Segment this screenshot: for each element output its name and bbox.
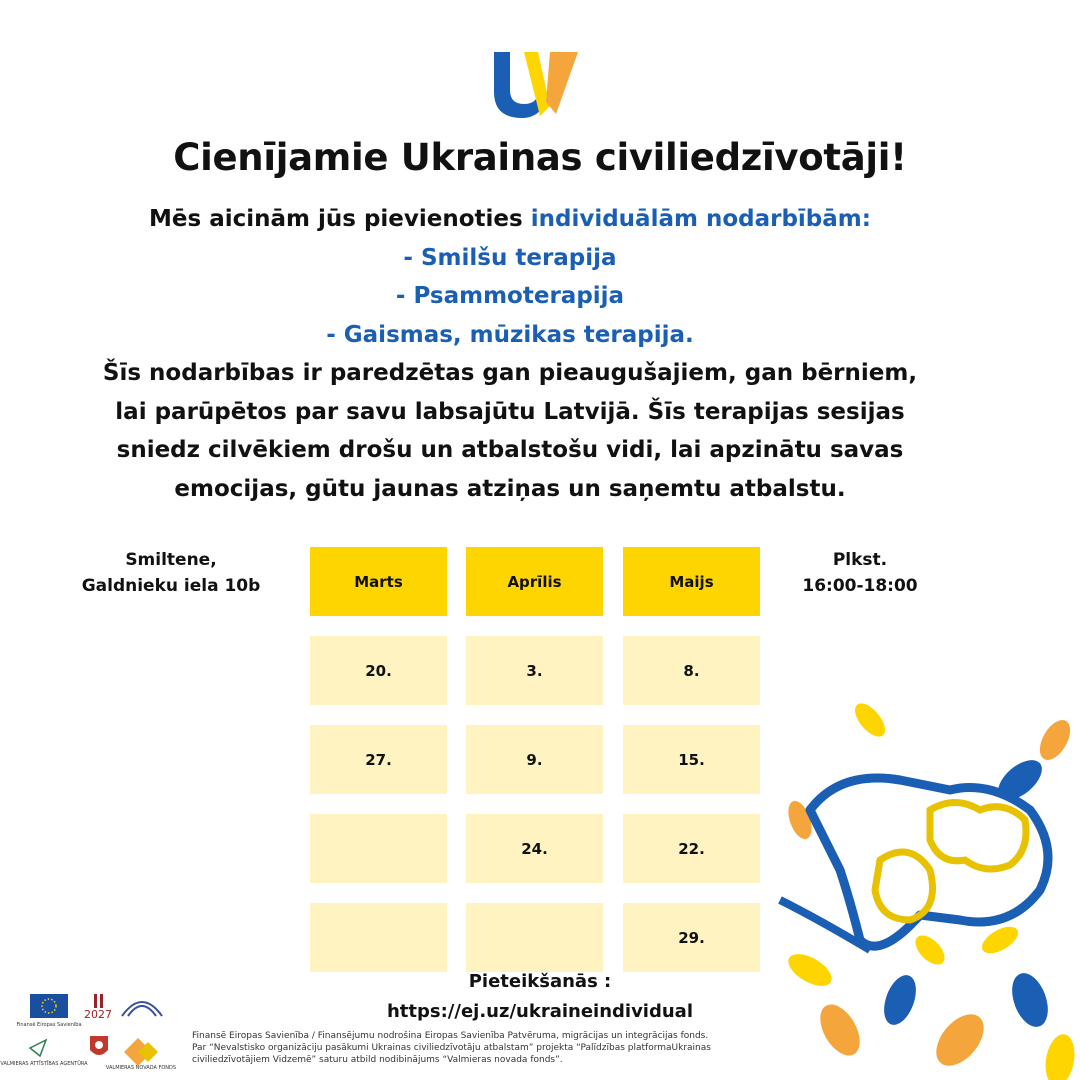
location-city: Smiltene, <box>125 550 217 570</box>
date-cell: 24. <box>466 814 603 883</box>
coat-of-arms-icon <box>90 1036 108 1055</box>
agency-logo-icon <box>0 1040 88 1067</box>
funding-footnote: Finansē Eiropas Savienība / Finansējumu nodrošina Eiropas Savienība Patvēruma, migrācijas un integrācijas fonds. Par “Nevalstisko organizāciju pasākumi Ukrainas civiliedzīvotāju atbalstam” projekta “Palīdzības platformaUkrainas civiliedzīvotājiem Vidzemē” saturu atbild nodibinājums “Valmieras novada fonds”. <box>192 1031 711 1065</box>
time-label: Plkst. <box>832 550 888 570</box>
date-cell <box>310 903 447 972</box>
arch-logo-icon <box>122 1002 162 1016</box>
page-title: Cienījamie Ukrainas civiliedzīvotāji! <box>173 136 907 179</box>
sponsor-logos <box>0 990 177 1071</box>
fund-label: VALMIERAS NOVADA FONDS <box>105 1065 177 1071</box>
signup-label: Pieteikšanās : <box>468 971 612 992</box>
eu-flag-icon <box>16 994 81 1028</box>
invitation-text <box>100 200 920 508</box>
intro-line: Mēs aicinām jūs pievienoties individuālām nodarbībām: <box>149 206 871 232</box>
date-cell: 8. <box>623 636 760 705</box>
date-cell: 20. <box>310 636 447 705</box>
activity-item: - Smilšu terapija <box>403 244 617 271</box>
date-cell: 9. <box>466 725 603 794</box>
month-header-may: Maijs <box>623 547 760 616</box>
intro-highlight: individuālām nodarbībām: <box>530 206 871 232</box>
eu-label: Finansē Eiropas Savienība <box>16 1022 82 1028</box>
date-cell <box>310 814 447 883</box>
month-header-march: Marts <box>310 547 447 616</box>
date-cell <box>466 903 603 972</box>
decorative-handshake-illustration-icon <box>780 700 1080 1080</box>
year-label: 2027 <box>84 1008 112 1021</box>
date-cell: 27. <box>310 725 447 794</box>
location <box>60 547 282 599</box>
signup-block <box>370 967 710 1027</box>
month-header-april: Aprīlis <box>466 547 603 616</box>
signup-link[interactable]: https://ej.uz/ukraineindividual <box>386 1001 693 1022</box>
time-range: 16:00-18:00 <box>802 576 918 596</box>
date-cell: 29. <box>623 903 760 972</box>
description: Šīs nodarbības ir paredzētas gan pieaugušajiem, gan bērniem, lai parūpētos par savu labsajūtu Latvijā. Šīs terapijas sesijas sniedz cilvēkiem drošu un atbalstošu vidi, lai apzinātu savas emocijas, gūtu jaunas atziņas un saņemtu atbalstu. <box>102 360 918 502</box>
uw-logo-icon <box>490 50 582 120</box>
date-cell: 22. <box>623 814 760 883</box>
date-cell: 3. <box>466 636 603 705</box>
activity-item: - Gaismas, mūzikas terapija. <box>326 321 694 348</box>
latvia-2027-icon <box>84 994 112 1021</box>
fund-logo-icon <box>106 1038 176 1071</box>
session-time <box>795 547 925 599</box>
date-cell: 15. <box>623 725 760 794</box>
location-address: Galdnieku iela 10b <box>81 576 261 596</box>
activity-item: - Psammoterapija <box>395 283 625 309</box>
agency-label: VALMIERAS ATTĪSTĪBAS AĢENTŪRA <box>0 1061 88 1067</box>
